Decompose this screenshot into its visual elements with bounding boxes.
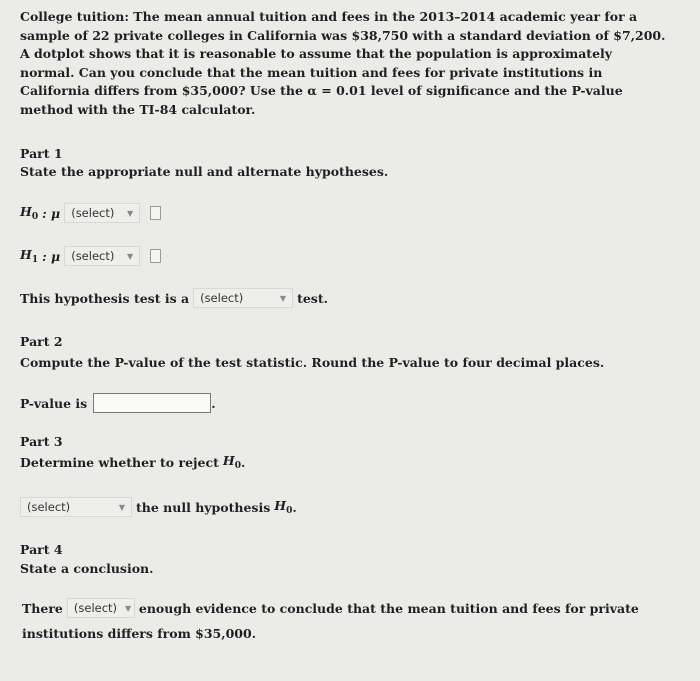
- test-type-select[interactable]: [193, 288, 293, 308]
- conclusion-select[interactable]: [67, 598, 135, 618]
- h0-symbol: $H_0$: [274, 498, 293, 516]
- conclusion-line2: institutions differs from $35,000.: [22, 626, 257, 641]
- chevron-down-icon: ▼: [125, 603, 132, 613]
- h1-select-value: (select): [71, 249, 115, 263]
- test-type-suffix: test.: [297, 290, 328, 306]
- h0-select-value: (select): [71, 206, 115, 220]
- h1-row: [20, 246, 161, 266]
- conclusion-suffix: enough evidence to conclude that the mean tuition and fees for private: [138, 600, 639, 616]
- pvalue-row: [20, 393, 216, 413]
- part4-instruction: State a conclusion.: [20, 561, 154, 576]
- decision-select-value: (select): [27, 500, 71, 514]
- h0-symbol: $H_0$: [20, 204, 39, 222]
- part1-instruction: State the appropriate null and alternate hypotheses.: [20, 164, 389, 179]
- part3-instruction: [20, 453, 245, 471]
- part1-title: Part 1: [20, 146, 63, 161]
- chevron-down-icon: ▼: [279, 293, 287, 303]
- test-type-prefix: This hypothesis test is a: [20, 290, 190, 306]
- h0-symbol: $H_0$: [222, 453, 241, 471]
- h0-value-input[interactable]: [150, 206, 161, 220]
- test-type-row: [20, 288, 328, 308]
- decision-row: [20, 497, 297, 517]
- h1-symbol: $H_1$: [20, 247, 39, 265]
- conclusion-select-value: (select): [73, 601, 118, 615]
- chevron-down-icon: ▼: [127, 208, 134, 218]
- h1-value-input[interactable]: [150, 249, 161, 263]
- part3-title: Part 3: [20, 434, 63, 449]
- part3-instruction-end: .: [240, 454, 246, 470]
- decision-end: .: [292, 499, 297, 515]
- chevron-down-icon: ▼: [127, 251, 134, 261]
- decision-select[interactable]: [20, 497, 132, 517]
- h1-operator-select[interactable]: [64, 246, 140, 266]
- conclusion-row: [22, 598, 639, 618]
- h0-operator-select[interactable]: [64, 203, 140, 223]
- mu-symbol: : μ: [42, 248, 61, 264]
- pvalue-input[interactable]: [93, 393, 211, 413]
- h0-row: [20, 203, 161, 223]
- pvalue-label: P-value is: [20, 395, 88, 411]
- part2-title: Part 2: [20, 334, 63, 349]
- part4-title: Part 4: [20, 542, 63, 557]
- test-type-select-value: (select): [200, 291, 244, 305]
- chevron-down-icon: ▼: [118, 502, 125, 512]
- decision-suffix: the null hypothesis: [136, 499, 271, 515]
- pvalue-suffix: .: [211, 395, 216, 411]
- part3-instruction-text: Determine whether to reject: [20, 454, 219, 470]
- part2-instruction: Compute the P-value of the test statistic. Round the P-value to four decimal places.: [20, 355, 605, 370]
- conclusion-prefix: There: [22, 600, 63, 616]
- mu-symbol: : μ: [42, 205, 61, 221]
- question-intro: College tuition: The mean annual tuition and fees in the 2013–2014 academic year for a sample of 22 private colleges in California was $38,750 with a standard deviation of $7,200. A dotplot shows that it is reasonable to assume that the population is approximately normal. Can you conclude that the mean tuition and fees for private institutions in California differs from $35,000? Use the α = 0.01 level of significance and the P-value method with the TI-84 calculator.: [20, 9, 666, 117]
